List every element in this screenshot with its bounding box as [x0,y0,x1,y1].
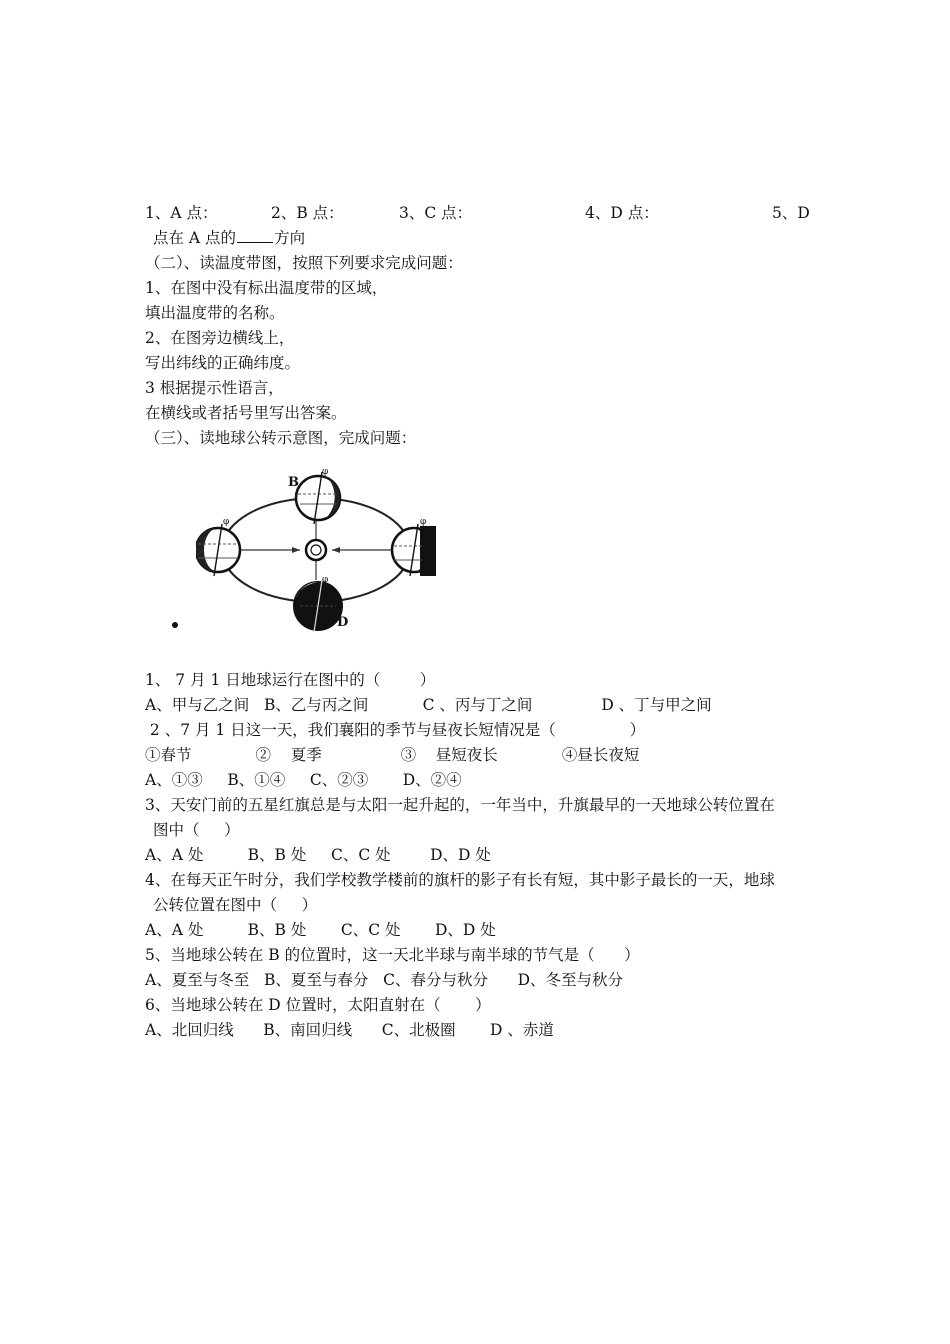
point-a-label: 1、A 点： [145,204,218,222]
question-line: 4、在每天正午时分，我们学校教学楼前的旗杆的影子有长有短，其中影子最长的一天，地球 [145,871,775,889]
svg-text:φ: φ [322,575,329,585]
point-e-label: 5、D [772,204,810,222]
question-options: A、A 处 B、B 处 C、C 处 D、D 处 [145,921,496,939]
question-options: A、甲与乙之间 B、乙与丙之间 C 、丙与丁之间 D 、丁与甲之间 [145,696,712,714]
earth-revolution-diagram [196,466,436,636]
direction-prefix: 点在 A 点的 [153,229,237,247]
question-line: 公转位置在图中（ ） [153,896,318,914]
earth-d-icon [294,575,342,632]
question-line: 图中（ ） [153,821,240,839]
section2-line: 填出温度带的名称。 [145,304,285,322]
point-direction-line [153,228,305,248]
question-statements: ①春节 ② 夏季 ③ 昼短夜长 ④昼长夜短 [145,746,640,764]
section3-title: （三）、读地球公转示意图，完成问题： [145,429,417,447]
point-d-label: 4、D 点： [585,204,659,222]
svg-text:φ: φ [420,517,427,527]
question-line: 6、当地球公转在 D 位置时，太阳直射在（ ） [145,996,491,1014]
point-b-label: 2、B 点： [271,204,344,222]
question-options: A、①③ B、①④ C、②③ D、②④ [145,771,462,789]
section2-line: 在横线或者括号里写出答案。 [145,404,347,422]
direction-suffix: 方向 [274,229,306,247]
section2-line: 写出纬线的正确纬度。 [145,354,301,372]
section2-line: 3 根据提示性语言， [145,379,284,397]
question-options: A、夏至与冬至 B、夏至与春分 C、春分与秋分 D、冬至与秋分 [145,971,623,989]
label-d: D [337,615,349,630]
answer-blank[interactable] [237,229,273,243]
question-line: 5、当地球公转在 B 的位置时，这一天北半球与南半球的节气是（ ） [145,946,640,964]
points-row [145,203,825,223]
svg-text:φ: φ [322,467,329,477]
earth-b-icon [296,467,340,524]
question-line: 3、天安门前的五星红旗总是与太阳一起升起的，一年当中，升旗最早的一天地球公转位置在 [145,796,775,814]
svg-text:φ: φ [223,517,230,527]
point-c-label: 3、C 点： [399,204,473,222]
arrow-head [292,547,300,553]
question-line: 2 、7 月 1 日这一天，我们襄阳的季节与昼夜长短情况是（ ） [145,721,646,739]
list-bullet [172,622,178,628]
section2-line: 1、在图中没有标出温度带的区域， [145,279,388,297]
section2-line: 2、在图旁边横线上， [145,329,295,347]
question-line: 1、 7 月 1 日地球运行在图中的（ ） [145,671,436,689]
question-options: A、A 处 B、B 处 C、C 处 D、D 处 [145,846,491,864]
arrow-head [332,547,340,553]
label-b: B [288,475,299,490]
question-options: A、北回归线 B、南回归线 C、北极圈 D 、赤道 [145,1021,554,1039]
section2-title: （二）、读温度带图，按照下列要求完成问题： [145,254,463,272]
